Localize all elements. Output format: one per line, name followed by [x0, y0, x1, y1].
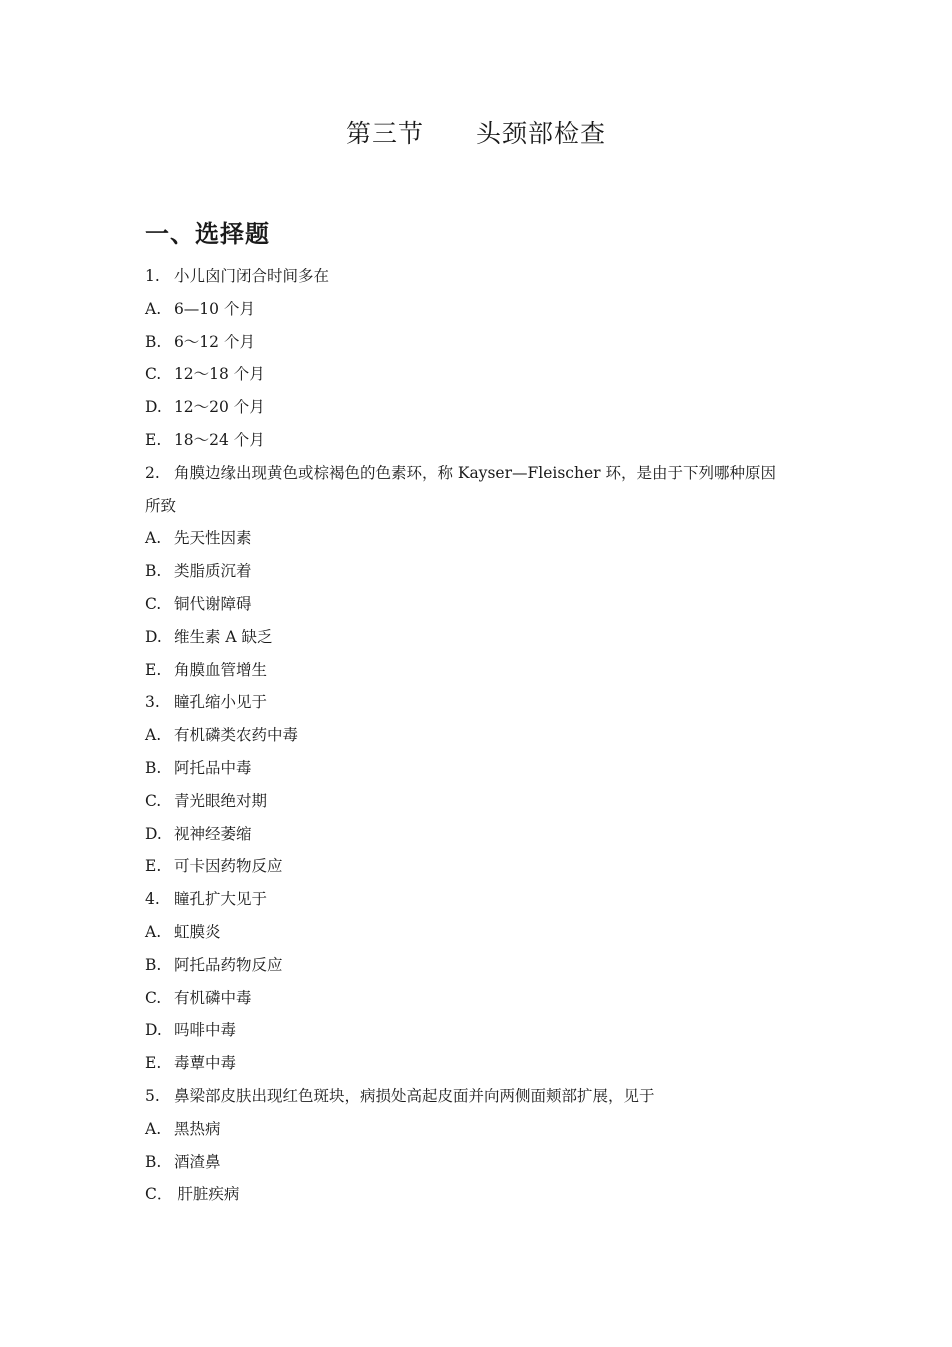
question-number: 1.	[145, 267, 160, 285]
question-number: 2.	[145, 463, 160, 482]
answer-option	[145, 949, 825, 982]
question-stem	[145, 457, 825, 490]
option-text: 吗啡中毒	[173, 1021, 236, 1040]
option-letter: E.	[145, 660, 162, 679]
option-letter: B.	[145, 758, 162, 777]
option-letter: C.	[145, 988, 162, 1007]
option-text: 有机磷中毒	[173, 988, 252, 1007]
answer-option	[145, 654, 825, 687]
page-title-section-number: 第三节	[345, 119, 424, 148]
question-number: 5.	[145, 1086, 160, 1105]
answer-option	[145, 850, 825, 883]
option-text: 黑热病	[173, 1119, 221, 1138]
question-text: 角膜边缘出现黄色或棕褐色的色素环，称 Kayser—Fleischer 环，是由于下列哪种原因	[173, 463, 776, 482]
option-letter: A.	[145, 1119, 162, 1138]
option-letter: D.	[145, 398, 162, 417]
option-letter: D.	[145, 1021, 162, 1040]
answer-option	[145, 1113, 825, 1146]
option-letter: A.	[145, 529, 162, 548]
option-letter: E.	[145, 857, 162, 876]
question-text: 鼻梁部皮肤出现红色斑块，病损处高起皮面并向两侧面颊部扩展，见于	[173, 1086, 655, 1105]
option-text: 肝脏疾病	[177, 1185, 240, 1204]
answer-option	[145, 555, 825, 588]
question-stem	[145, 883, 825, 916]
page-title	[0, 114, 952, 150]
option-letter: B.	[145, 332, 162, 351]
answer-option	[145, 1014, 825, 1047]
question-text: 小儿囟门闭合时间多在	[173, 267, 329, 285]
answer-option	[145, 916, 825, 949]
option-letter: B.	[145, 955, 162, 974]
question-stem	[145, 260, 825, 293]
answer-option	[145, 752, 825, 785]
section-heading: 一、选择题	[145, 220, 270, 248]
answer-option	[145, 818, 825, 851]
answer-option	[145, 293, 825, 326]
question-text: 所致	[145, 496, 177, 515]
option-text: 有机磷类农药中毒	[173, 726, 298, 745]
option-letter: B.	[145, 1152, 162, 1171]
option-text: 先天性因素	[173, 529, 252, 548]
option-text: 可卡因药物反应	[173, 857, 283, 876]
answer-option	[145, 982, 825, 1015]
option-text: 12～18 个月	[173, 365, 265, 384]
answer-option	[145, 621, 825, 654]
answer-option	[145, 1146, 825, 1179]
page-title-section-name: 头颈部检查	[476, 119, 607, 148]
option-letter: E.	[145, 430, 162, 449]
option-letter: B.	[145, 562, 162, 581]
option-letter: A.	[145, 922, 162, 941]
question-text: 瞳孔扩大见于	[173, 890, 267, 909]
question-text: 瞳孔缩小见于	[173, 693, 267, 712]
option-letter: D.	[145, 824, 162, 843]
option-text: 18～24 个月	[173, 430, 265, 449]
question-stem	[145, 1080, 825, 1113]
answer-option	[145, 1178, 825, 1211]
option-letter: A.	[145, 299, 162, 318]
option-text: 虹膜炎	[173, 922, 221, 941]
question-number: 4.	[145, 890, 160, 909]
option-letter: C．	[145, 1185, 173, 1204]
option-text: 12～20 个月	[173, 398, 265, 417]
option-text: 铜代谢障碍	[173, 594, 252, 613]
question-list	[145, 260, 825, 1211]
option-text: 阿托品中毒	[173, 758, 252, 777]
option-text: 视神经萎缩	[173, 824, 252, 843]
answer-option	[145, 326, 825, 359]
answer-option	[145, 391, 825, 424]
option-text: 角膜血管增生	[173, 660, 267, 679]
option-text: 6～12 个月	[173, 332, 255, 351]
option-text: 阿托品药物反应	[173, 955, 283, 974]
option-text: 类脂质沉着	[173, 562, 252, 581]
answer-option	[145, 358, 825, 391]
question-number: 3.	[145, 693, 160, 712]
option-text: 维生素 A 缺乏	[173, 627, 273, 646]
option-letter: D.	[145, 627, 162, 646]
option-text: 青光眼绝对期	[173, 791, 267, 810]
option-text: 毒蕈中毒	[173, 1054, 236, 1073]
answer-option	[145, 588, 825, 621]
question-continuation-line	[145, 490, 825, 523]
option-letter: C.	[145, 594, 162, 613]
option-letter: E.	[145, 1054, 162, 1073]
answer-option	[145, 1047, 825, 1080]
answer-option	[145, 785, 825, 818]
question-stem	[145, 686, 825, 719]
answer-option	[145, 424, 825, 457]
option-letter: C.	[145, 791, 162, 810]
answer-option	[145, 719, 825, 752]
option-text: 酒渣鼻	[173, 1152, 221, 1171]
option-letter: C.	[145, 365, 162, 384]
option-letter: A.	[145, 726, 162, 745]
option-text: 6—10 个月	[173, 299, 255, 318]
answer-option	[145, 522, 825, 555]
